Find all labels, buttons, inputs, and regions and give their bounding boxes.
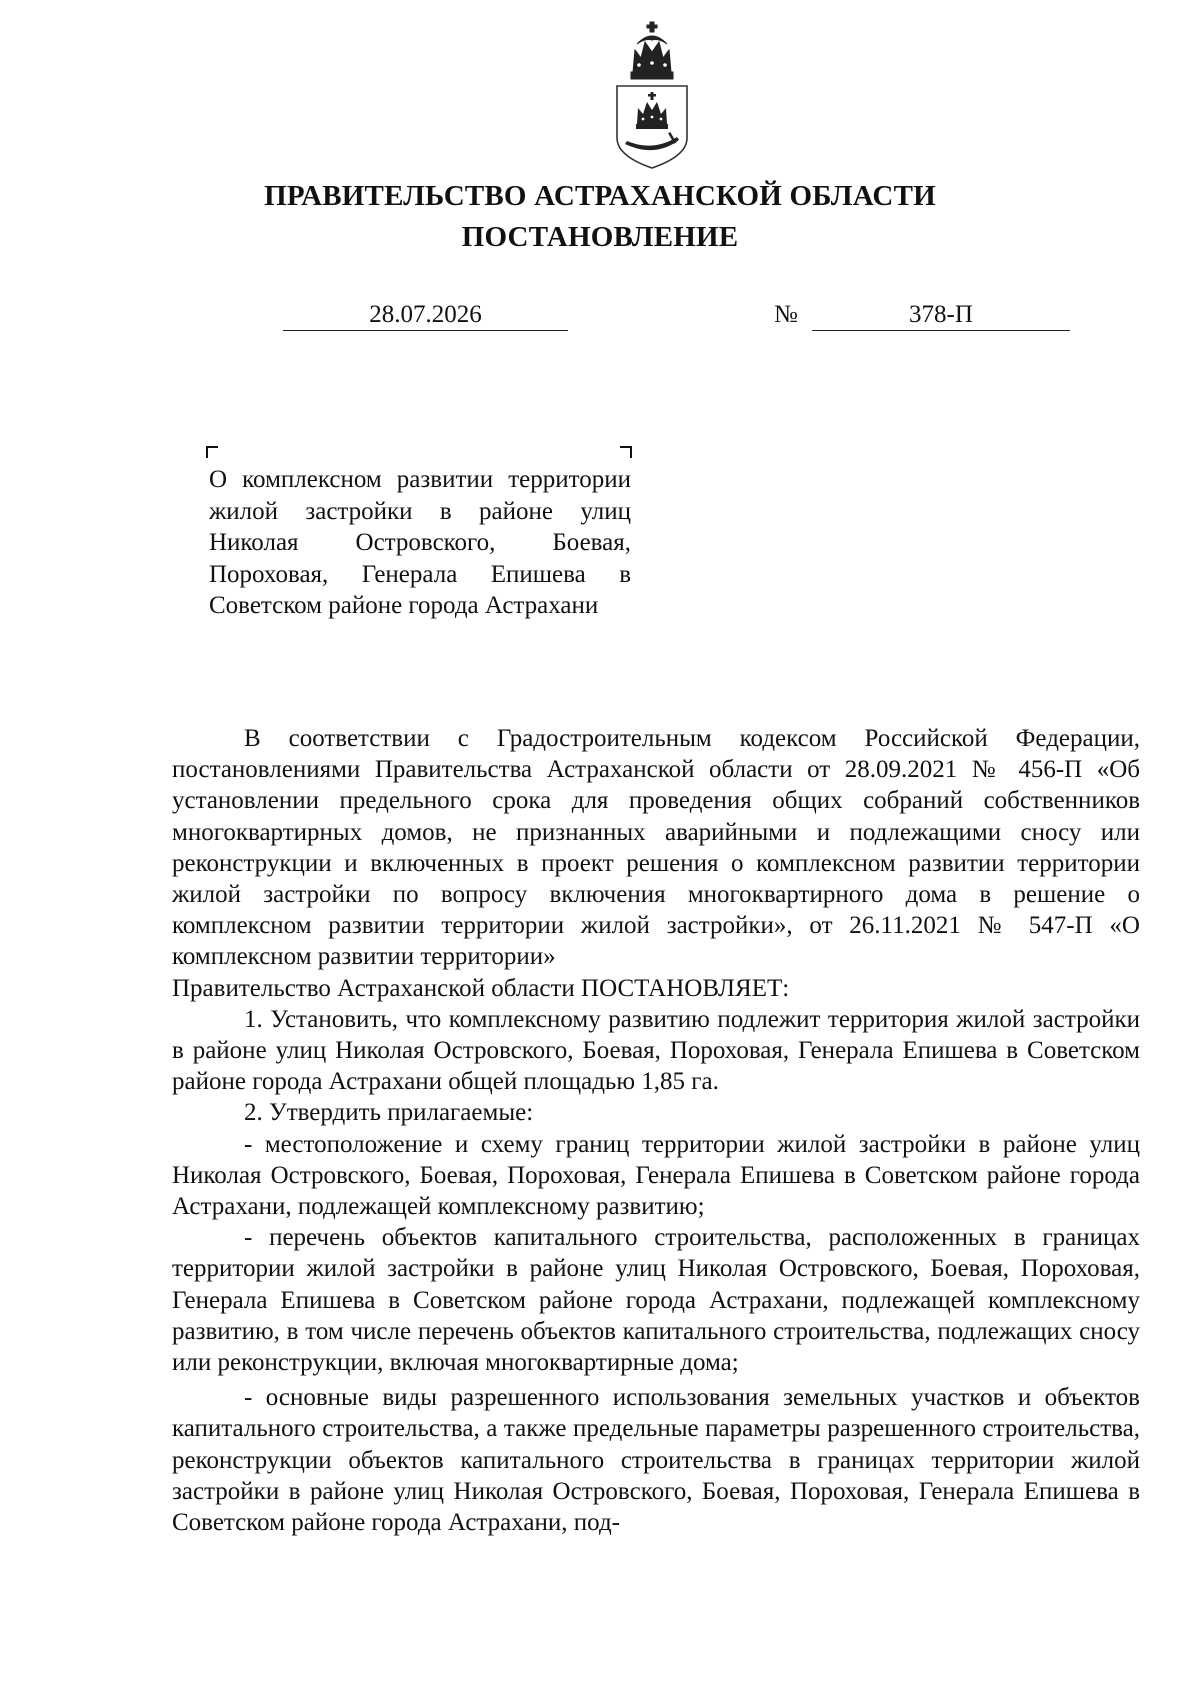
document-body [172,723,1140,1538]
astrakhan-coat-of-arms-icon [613,20,691,170]
item-1-paragraph: 1. Установить, что комплексному развитию подлежит территория жилой застройки в районе улиц Николая Островского, Боевая, Пороховая, Генерала Епишева в Советском районе города Астрахани общей площадью 1,85 га. [172,1005,1140,1096]
list-item: - местоположение и схему границ территории жилой застройки в районе улиц Николая Островского, Боевая, Пороховая, Генерала Епишева в Советском районе города Астрахани, подлежащей комплексному развитию; [172,1130,1140,1221]
number-sign: № [774,301,798,328]
list-item: - основные виды разрешенного использования земельных участков и объектов капитального строительства, а также предельные параметры разрешенного строительства, реконструкции объектов капитального строительства в границах территории жилой застройки в районе улиц Николая Островского, Боевая, Пороховая, Генерала Епишева в Советском районе города Астрахани, под- [172,1384,1140,1537]
subject-corner-left [206,446,218,458]
document-number: 378-П [812,300,1070,331]
preamble-paragraph: В соответствии с Градостроительным кодексом Российской Федерации, постановлениями Правительства Астраханской области от 28.09.2021 № 456-П «Об установлении предельного срока для проведения общих собраний собственников многоквартирных домов, не признанных аварийными и подлежащими сносу или реконструкции и включенных в проект решения о комплексном развитии территории жилой застройки по вопросу включения многоквартирного дома в решение о комплексном развитии территории жилой застройки», от 26.11.2021 № 547-П «О комплексном развитии территории» [172,725,1140,971]
subject-corner-right [620,446,632,458]
resolves-line: Правительство Астраханской области ПОСТАНОВЛЯЕТ: [172,974,790,1002]
item-2-paragraph: 2. Утвердить прилагаемые: [244,1099,534,1127]
organization-title: ПРАВИТЕЛЬСТВО АСТРАХАНСКОЙ ОБЛАСТИ [264,180,936,212]
document-type-title: ПОСТАНОВЛЕНИЕ [461,221,739,253]
document-date: 28.07.2026 [283,300,568,331]
document-subject: О комплексном развитии территории жилой застройки в районе улиц Николая Островского, Боевая, Пороховая, Генерала Епишева в Советском районе города Астрахани [209,466,631,619]
list-item: - перечень объектов капитального строительства, расположенных в границах территории жилой застройки в районе улиц Николая Островского, Боевая, Пороховая, Генерала Епишева в Советском районе города Астрахани, подлежащей комплексному развитию, в том числе перечень объектов капитального строительства, подлежащих сносу или реконструкции, включая многоквартирные дома; [172,1224,1140,1377]
